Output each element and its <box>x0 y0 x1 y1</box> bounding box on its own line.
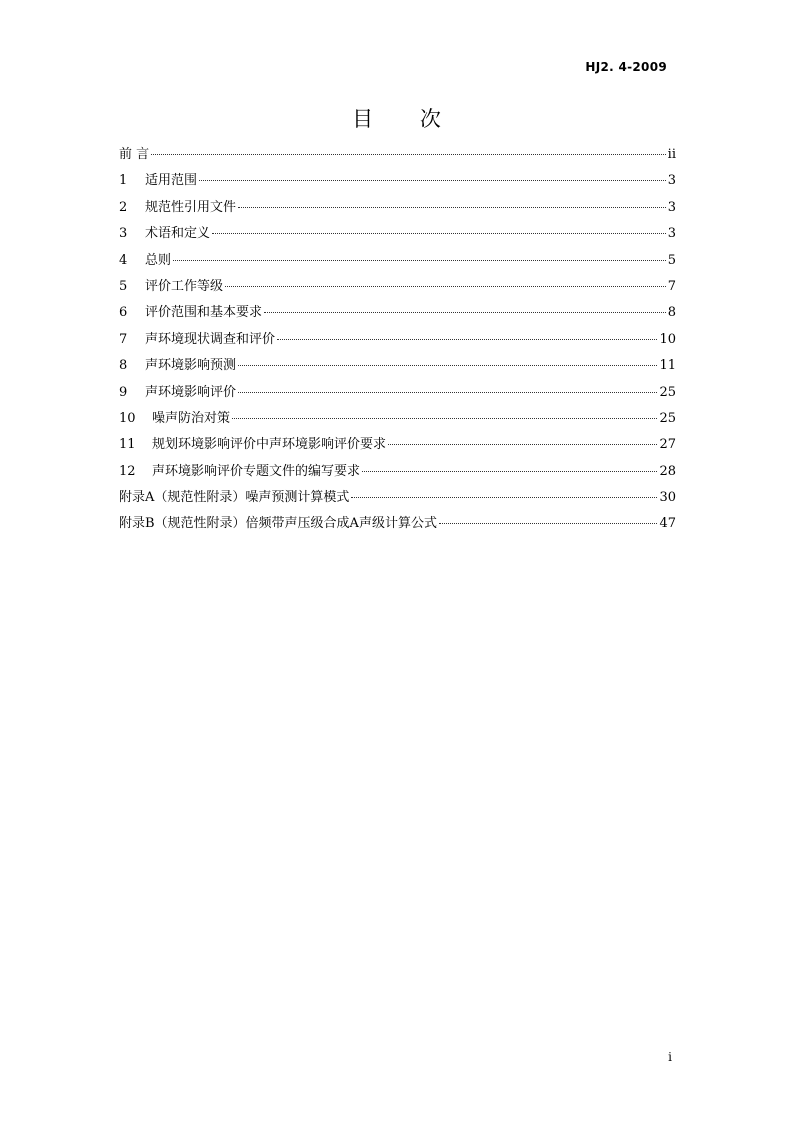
toc-entry[interactable] <box>119 224 676 250</box>
toc-dot-leader <box>232 418 657 419</box>
toc-entry-number: 8 <box>119 358 128 374</box>
toc-entry-label: 噪声防治对策 <box>152 410 231 426</box>
toc-dot-leader <box>238 365 657 366</box>
toc-dot-leader <box>238 207 666 208</box>
toc-entry-number: 3 <box>119 226 128 242</box>
toc-dot-leader <box>225 286 666 287</box>
toc-entry[interactable] <box>119 198 676 224</box>
toc-entry-page: ii <box>667 147 676 162</box>
toc-entry[interactable] <box>119 330 676 356</box>
toc-entry[interactable] <box>119 277 676 303</box>
toc-entry-page: 3 <box>667 199 676 215</box>
toc-entry-label: 适用范围 <box>145 173 198 189</box>
toc-entry[interactable] <box>119 145 676 171</box>
toc-entry-number: 6 <box>119 305 128 321</box>
toc-entry-number: 1 <box>119 173 128 189</box>
toc-entry-label: 声环境影响评价专题文件的编写要求 <box>152 463 361 479</box>
toc-entry-number: 7 <box>119 331 128 347</box>
toc-dot-leader <box>362 471 657 472</box>
toc-entry-number: 2 <box>119 199 128 215</box>
toc-dot-leader <box>264 312 666 313</box>
toc-dot-leader <box>388 444 657 445</box>
toc-dot-leader <box>351 497 657 498</box>
toc-entry-number: 5 <box>119 278 128 294</box>
toc-entry[interactable] <box>119 356 676 382</box>
toc-entry-label: 术语和定义 <box>145 226 211 242</box>
toc-entry-page: 27 <box>659 437 676 453</box>
toc-entry[interactable] <box>119 251 676 277</box>
toc-entry-label: 总则 <box>145 252 172 268</box>
toc-entry-page: 3 <box>667 226 676 242</box>
toc-entry-label: 附录A（规范性附录）噪声预测计算模式 <box>119 490 350 506</box>
toc-dot-leader <box>173 260 666 261</box>
toc-dot-leader <box>151 154 666 155</box>
document-code: HJ2. 4-2009 <box>585 60 667 74</box>
toc-entry-page: 3 <box>667 173 676 189</box>
toc-dot-leader <box>199 180 666 181</box>
toc-entry[interactable] <box>119 488 676 514</box>
toc-dot-leader <box>277 339 657 340</box>
toc-entry-page: 5 <box>667 252 676 268</box>
toc-dot-leader <box>238 392 657 393</box>
toc-entry-page: 10 <box>659 331 676 347</box>
toc-entry-label: 评价范围和基本要求 <box>145 305 263 321</box>
table-of-contents <box>119 145 676 541</box>
toc-entry-page: 28 <box>659 463 676 479</box>
toc-entry[interactable] <box>119 171 676 197</box>
toc-entry-page: 8 <box>667 305 676 321</box>
toc-dot-leader <box>439 523 658 524</box>
toc-entry-label: 附录B（规范性附录）倍频带声压级合成A声级计算公式 <box>119 516 437 532</box>
toc-entry-page: 11 <box>659 358 676 374</box>
toc-entry[interactable] <box>119 435 676 461</box>
page-number: i <box>668 1050 672 1064</box>
toc-entry-number: 11 <box>119 437 136 453</box>
toc-dot-leader <box>212 233 666 234</box>
toc-entry-number: 9 <box>119 384 128 400</box>
toc-entry[interactable] <box>119 303 676 329</box>
toc-entry-label: 声环境影响评价 <box>145 384 237 400</box>
toc-entry-label: 规划环境影响评价中声环境影响评价要求 <box>152 437 387 453</box>
toc-entry-label: 前 言 <box>119 147 150 162</box>
toc-entry[interactable] <box>119 383 676 409</box>
page-title: 目 次 <box>352 107 461 131</box>
toc-entry-label: 规范性引用文件 <box>145 199 237 215</box>
toc-entry-label: 声环境现状调查和评价 <box>145 331 276 347</box>
toc-entry-page: 30 <box>659 490 676 506</box>
toc-entry-page: 25 <box>659 384 676 400</box>
toc-entry[interactable] <box>119 514 676 540</box>
toc-entry-page: 7 <box>667 278 676 294</box>
toc-entry-label: 评价工作等级 <box>145 278 224 294</box>
toc-entry-page: 47 <box>659 516 676 532</box>
toc-entry-number: 12 <box>119 463 136 479</box>
toc-entry-number: 4 <box>119 252 128 268</box>
toc-entry-number: 10 <box>119 410 136 426</box>
toc-entry[interactable] <box>119 462 676 488</box>
toc-entry-page: 25 <box>659 410 676 426</box>
toc-entry-label: 声环境影响预测 <box>145 358 237 374</box>
toc-entry[interactable] <box>119 409 676 435</box>
